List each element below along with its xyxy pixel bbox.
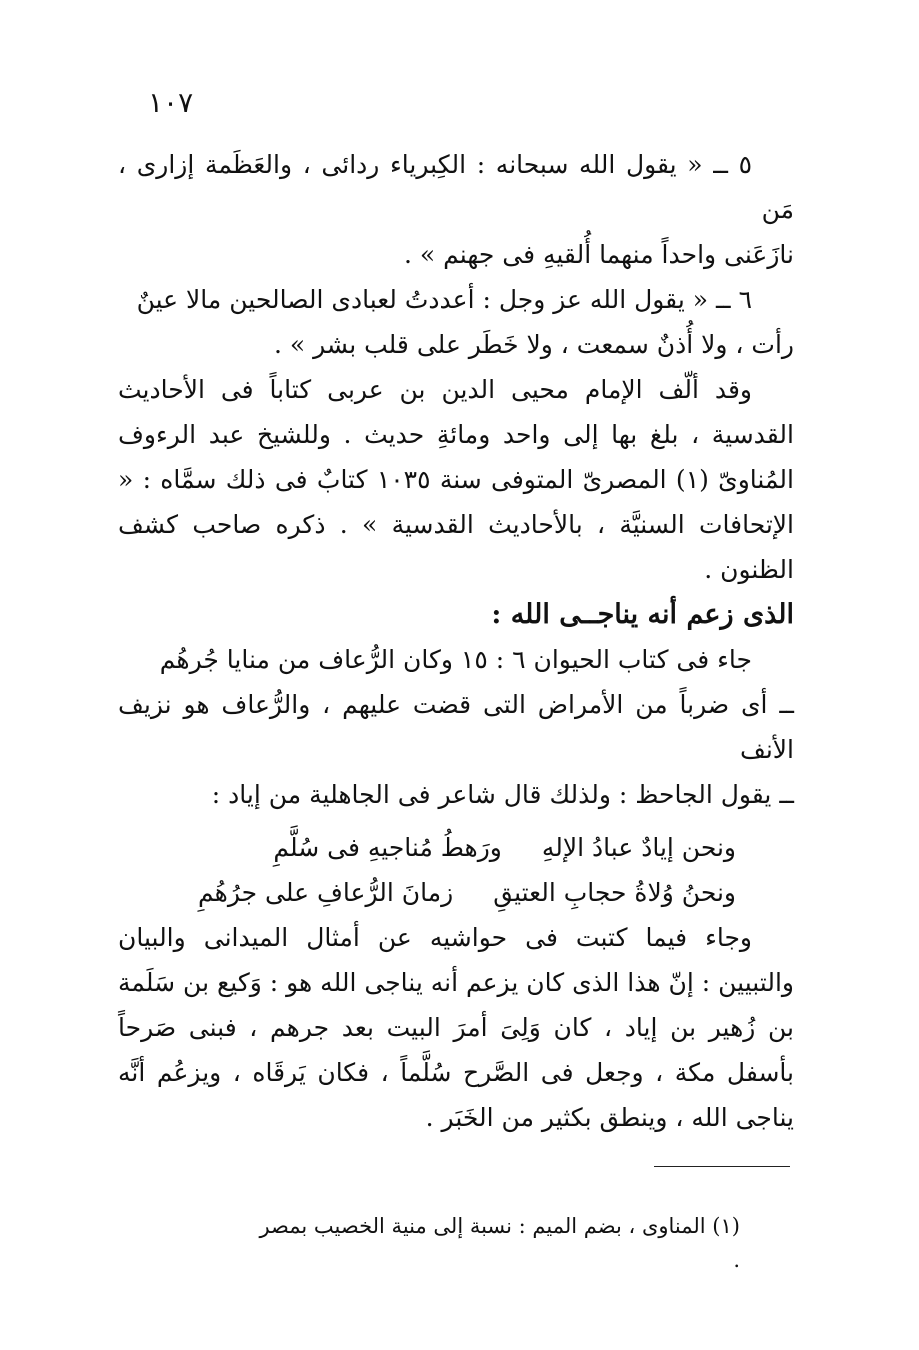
verse-1: [118, 825, 794, 870]
paragraph-jahiz: [118, 637, 794, 817]
verse-1-hemistich-2: ورَهطُ مُناجيهِ فى سُلَّمِ: [273, 833, 502, 862]
jahiz-line-3: ــ يقول الجاحظ : ولذلك قال شاعر فى الجاهلية من إياد :: [211, 780, 794, 809]
page-number: ١٠٧: [148, 86, 194, 119]
jahiz-line-1: جاء فى كتاب الحيوان ٦ : ١٥ وكان الرُّعاف من منايا جُرهُم: [159, 645, 752, 674]
verse-2-hemistich-2: زمانَ الرُّعافِ على جرُهُمِ: [198, 878, 454, 907]
hadith-5-line-2: نازَعَنى واحداً منهما أُلقيهِ فى جهنم » .: [404, 240, 794, 269]
verse-1-hemistich-1: ونحن إيادٌ عبادُ الإلهِ: [541, 833, 736, 862]
hadith-5: [118, 142, 794, 277]
section-heading: الذى زعم أنه يناجــى الله :: [491, 599, 794, 630]
hadith-6-line-1: ٦ ــ « يقول الله عز وجل : أعددتُ لعبادى الصالحين مالا عينٌ: [136, 285, 752, 314]
hadith-6-line-2: رأت ، ولا أُذنٌ سمعت ، ولا خَطَر على قلب بشر » .: [273, 330, 794, 359]
footnote-divider: [654, 1166, 790, 1167]
hadith-6: [118, 277, 794, 367]
paragraph-waki: وجاء فيما كتبت فى حواشيه عن أمثال الميدانى والبيان والتبيين : إنّ هذا الذى كان يزعم أنه يناجى الله هو : وَكيع بن سَلَمة بن زُهير بن إياد ، كان وَلِىَ أمرَ البيت بعد جرهم ، فبنى صَرحاً بأسفل مكة ، وجعل فى الصَّرح سُلَّماً ، فكان يَرقَاه ، ويزعُم أنَّه يناجى الله ، وينطق بكثير من الخَبَر .: [118, 923, 794, 1132]
verse-2-hemistich-1: ونحنُ وُلاةُ حجابِ العتيقِ: [493, 878, 736, 907]
verse-2: [118, 870, 794, 915]
paragraph-books: وقد ألّف الإمام محيى الدين بن عربى كتاباً فى الأحاديث القدسية ، بلغ بها إلى واحد ومائةِ حديث . وللشيخ عبد الرءوف المُناوىّ (١) المصرىّ المتوفى سنة ١٠٣٥ كتابٌ فى ذلك سمَّاه : « الإتحافات السنيَّة ، بالأحاديث القدسية » . ذكره صاحب كشف الظنون .: [118, 375, 794, 584]
jahiz-line-2: ــ أى ضرباً من الأمراض التى قضت عليهم ، والرُّعاف هو نزيف الأنف: [118, 690, 795, 764]
main-text: [118, 142, 794, 1140]
hadith-5-line-1: ٥ ــ « يقول الله سبحانه : الكِبرياء ردائى ، والعَظَمة إزارى ، مَن: [118, 150, 794, 224]
footnote: (١) المناوى ، بضم الميم : نسبة إلى منية الخصيب بمصر .: [259, 1214, 740, 1272]
